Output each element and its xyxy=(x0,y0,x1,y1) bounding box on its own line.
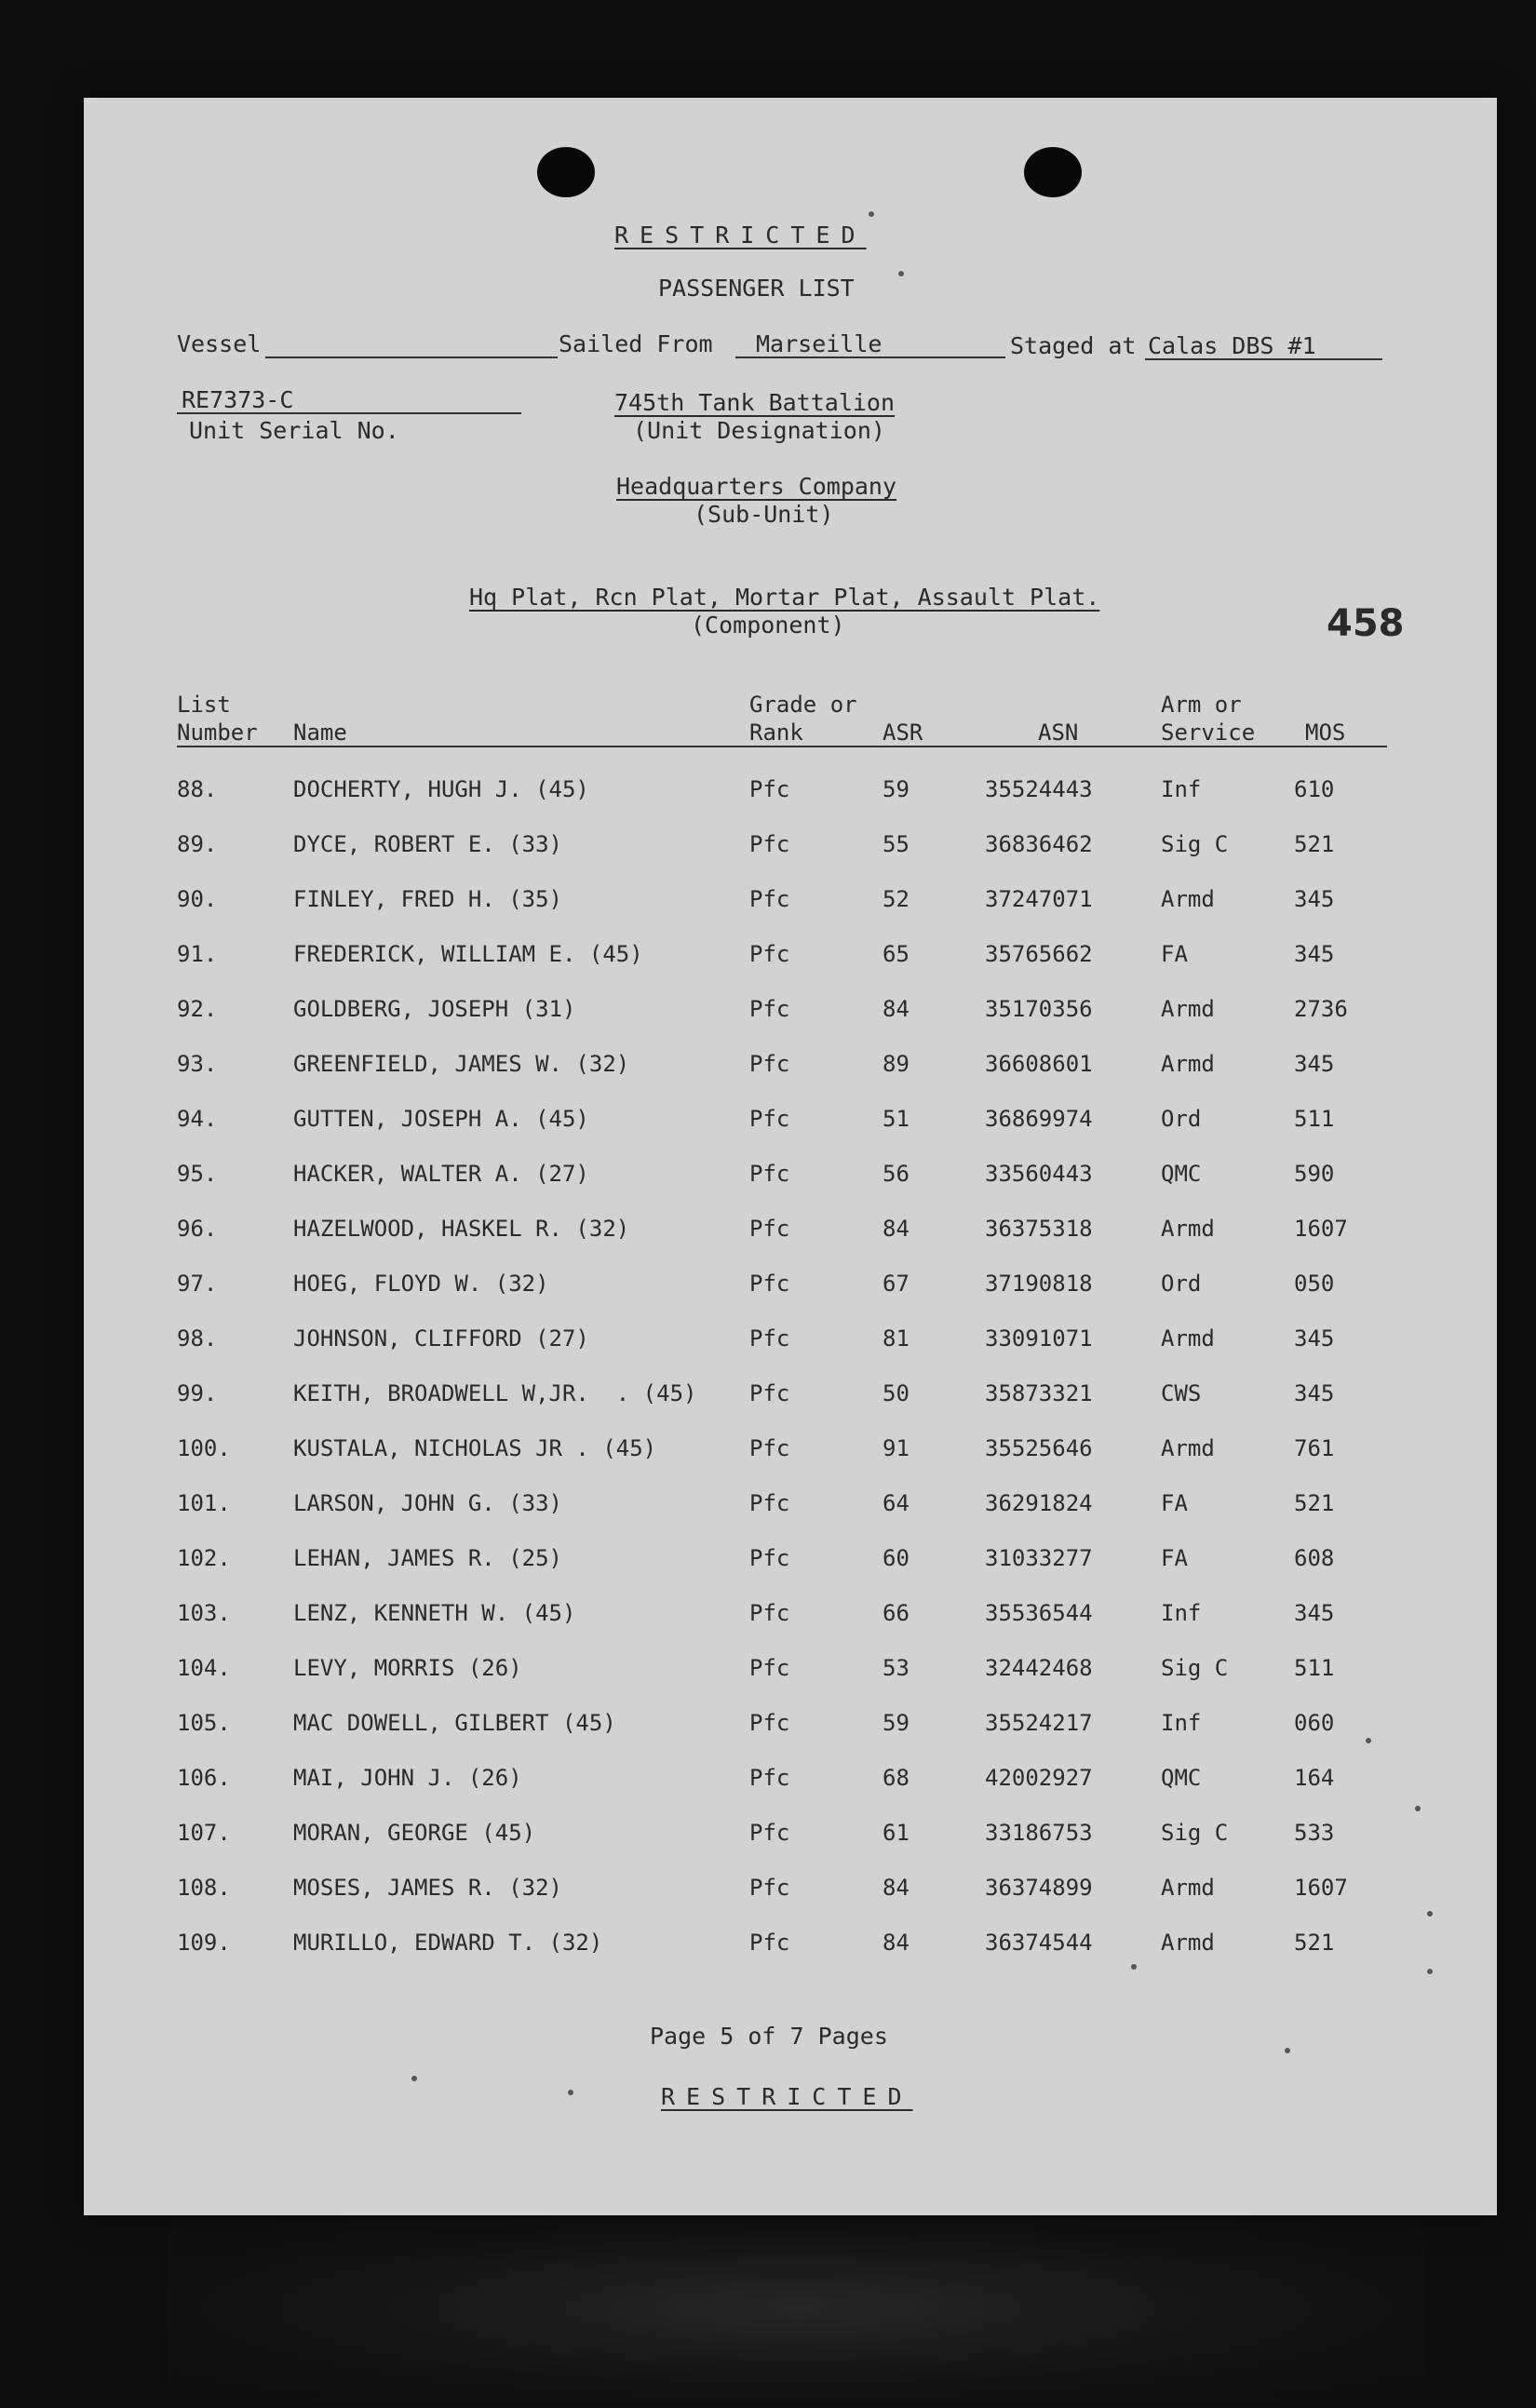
row-number: 90. xyxy=(177,886,218,912)
vessel-label: Vessel xyxy=(177,330,262,357)
row-name: DYCE, ROBERT E. (33) xyxy=(293,831,562,857)
row-asr: 55 xyxy=(883,831,909,857)
row-name: MOSES, JAMES R. (32) xyxy=(293,1875,562,1901)
row-name: KEITH, BROADWELL W,JR. . (45) xyxy=(293,1380,697,1406)
row-name: FINLEY, FRED H. (35) xyxy=(293,886,562,912)
punch-hole-right xyxy=(1024,147,1082,197)
header-rule xyxy=(177,746,1387,747)
speck xyxy=(1366,1738,1371,1743)
unit-serial-line xyxy=(177,412,521,414)
row-arm: Armd xyxy=(1161,1216,1215,1242)
row-arm: Armd xyxy=(1161,1435,1215,1461)
component-value: Hq Plat, Rcn Plat, Mortar Plat, Assault Plat. xyxy=(469,584,1100,611)
row-grade: Pfc xyxy=(749,1490,790,1516)
row-asn: 36375318 xyxy=(985,1216,1093,1242)
row-grade: Pfc xyxy=(749,996,790,1022)
row-grade: Pfc xyxy=(749,1765,790,1791)
component-label: (Component) xyxy=(691,612,845,639)
row-name: HAZELWOOD, HASKEL R. (32) xyxy=(293,1216,630,1242)
row-asn: 33091071 xyxy=(985,1325,1093,1352)
row-asn: 33560443 xyxy=(985,1161,1093,1187)
row-grade: Pfc xyxy=(749,1325,790,1352)
row-asr: 84 xyxy=(883,1216,909,1242)
row-asr: 91 xyxy=(883,1435,909,1461)
row-name: HOEG, FLOYD W. (32) xyxy=(293,1271,549,1297)
row-arm: Armd xyxy=(1161,1325,1215,1352)
row-name: MAI, JOHN J. (26) xyxy=(293,1765,522,1791)
row-grade: Pfc xyxy=(749,1600,790,1626)
speck xyxy=(1131,1964,1137,1970)
speck xyxy=(869,211,874,217)
row-asn: 36869974 xyxy=(985,1106,1093,1132)
speck xyxy=(1285,2048,1290,2053)
row-asn: 35524443 xyxy=(985,776,1093,802)
row-mos: 050 xyxy=(1294,1271,1335,1297)
row-asr: 84 xyxy=(883,1875,909,1901)
row-asr: 89 xyxy=(883,1051,909,1077)
row-name: HACKER, WALTER A. (27) xyxy=(293,1161,589,1187)
row-asn: 36374544 xyxy=(985,1930,1093,1956)
row-mos: 533 xyxy=(1294,1820,1335,1846)
row-number: 88. xyxy=(177,776,218,802)
vessel-field-line xyxy=(265,356,558,358)
row-asr: 59 xyxy=(883,1710,909,1736)
header-asr: ASR xyxy=(883,720,923,746)
row-number: 104. xyxy=(177,1655,231,1681)
row-mos: 521 xyxy=(1294,831,1335,857)
row-asr: 67 xyxy=(883,1271,909,1297)
page-stamp-number: 458 xyxy=(1327,602,1405,645)
row-arm: FA xyxy=(1161,1490,1188,1516)
row-grade: Pfc xyxy=(749,1161,790,1187)
row-asn: 35765662 xyxy=(985,941,1093,967)
header-name: Name xyxy=(293,720,347,746)
row-asr: 59 xyxy=(883,776,909,802)
row-number: 95. xyxy=(177,1161,218,1187)
row-number: 94. xyxy=(177,1106,218,1132)
row-asn: 35873321 xyxy=(985,1380,1093,1406)
row-arm: FA xyxy=(1161,941,1188,967)
row-arm: Inf xyxy=(1161,1600,1202,1626)
row-grade: Pfc xyxy=(749,1106,790,1132)
row-name: LEHAN, JAMES R. (25) xyxy=(293,1545,562,1571)
speck xyxy=(898,271,904,276)
row-mos: 521 xyxy=(1294,1930,1335,1956)
row-name: JOHNSON, CLIFFORD (27) xyxy=(293,1325,589,1352)
row-name: GREENFIELD, JAMES W. (32) xyxy=(293,1051,630,1077)
row-grade: Pfc xyxy=(749,1380,790,1406)
row-arm: Ord xyxy=(1161,1106,1202,1132)
film-shadow xyxy=(168,2215,1424,2401)
row-asr: 84 xyxy=(883,996,909,1022)
row-number: 99. xyxy=(177,1380,218,1406)
row-mos: 1607 xyxy=(1294,1875,1348,1901)
row-asr: 50 xyxy=(883,1380,909,1406)
row-grade: Pfc xyxy=(749,1930,790,1956)
speck xyxy=(411,2076,417,2081)
row-mos: 590 xyxy=(1294,1161,1335,1187)
row-asn: 36374899 xyxy=(985,1875,1093,1901)
row-mos: 521 xyxy=(1294,1490,1335,1516)
row-grade: Pfc xyxy=(749,886,790,912)
unit-serial-value: RE7373-C xyxy=(182,386,294,413)
document-page xyxy=(84,98,1497,2215)
row-number: 92. xyxy=(177,996,218,1022)
row-asr: 56 xyxy=(883,1161,909,1187)
row-number: 102. xyxy=(177,1545,231,1571)
row-asn: 42002927 xyxy=(985,1765,1093,1791)
row-asr: 84 xyxy=(883,1930,909,1956)
row-arm: QMC xyxy=(1161,1765,1202,1791)
speck xyxy=(568,2090,573,2095)
row-number: 106. xyxy=(177,1765,231,1791)
row-asn: 36836462 xyxy=(985,831,1093,857)
row-number: 91. xyxy=(177,941,218,967)
row-grade: Pfc xyxy=(749,1875,790,1901)
row-mos: 345 xyxy=(1294,1325,1335,1352)
row-asn: 37247071 xyxy=(985,886,1093,912)
row-asr: 64 xyxy=(883,1490,909,1516)
row-number: 93. xyxy=(177,1051,218,1077)
row-grade: Pfc xyxy=(749,1545,790,1571)
row-arm: Sig C xyxy=(1161,831,1229,857)
row-arm: Armd xyxy=(1161,1930,1215,1956)
row-name: MURILLO, EDWARD T. (32) xyxy=(293,1930,603,1956)
row-arm: Sig C xyxy=(1161,1820,1229,1846)
row-grade: Pfc xyxy=(749,1271,790,1297)
row-asr: 68 xyxy=(883,1765,909,1791)
row-arm: QMC xyxy=(1161,1161,1202,1187)
punch-hole-left xyxy=(537,147,595,197)
row-arm: Armd xyxy=(1161,1051,1215,1077)
row-name: FREDERICK, WILLIAM E. (45) xyxy=(293,941,643,967)
row-asr: 81 xyxy=(883,1325,909,1352)
row-grade: Pfc xyxy=(749,1216,790,1242)
classification-top: RESTRICTED xyxy=(614,222,867,249)
row-mos: 608 xyxy=(1294,1545,1335,1571)
row-mos: 164 xyxy=(1294,1765,1335,1791)
sub-unit-label: (Sub-Unit) xyxy=(694,501,834,528)
speck xyxy=(1427,1911,1433,1917)
row-asn: 32442468 xyxy=(985,1655,1093,1681)
sailed-from-label: Sailed From xyxy=(559,330,713,357)
row-number: 96. xyxy=(177,1216,218,1242)
row-asr: 66 xyxy=(883,1600,909,1626)
row-arm: Armd xyxy=(1161,996,1215,1022)
row-asr: 51 xyxy=(883,1106,909,1132)
row-asn: 35536544 xyxy=(985,1600,1093,1626)
row-arm: Armd xyxy=(1161,886,1215,912)
row-name: LARSON, JOHN G. (33) xyxy=(293,1490,562,1516)
row-arm: Ord xyxy=(1161,1271,1202,1297)
row-asn: 35170356 xyxy=(985,996,1093,1022)
unit-designation-value: 745th Tank Battalion xyxy=(614,389,896,416)
row-arm: FA xyxy=(1161,1545,1188,1571)
row-arm: Inf xyxy=(1161,776,1202,802)
row-arm: CWS xyxy=(1161,1380,1202,1406)
row-number: 98. xyxy=(177,1325,218,1352)
staged-at-label: Staged at xyxy=(1010,332,1137,359)
header-number: Number xyxy=(177,720,258,746)
classification-bottom: RESTRICTED xyxy=(661,2083,913,2110)
row-number: 100. xyxy=(177,1435,231,1461)
speck xyxy=(1427,1969,1433,1974)
row-number: 105. xyxy=(177,1710,231,1736)
row-mos: 1607 xyxy=(1294,1216,1348,1242)
row-arm: Inf xyxy=(1161,1710,1202,1736)
row-grade: Pfc xyxy=(749,941,790,967)
row-name: GUTTEN, JOSEPH A. (45) xyxy=(293,1106,589,1132)
row-mos: 345 xyxy=(1294,1600,1335,1626)
row-mos: 345 xyxy=(1294,1380,1335,1406)
row-mos: 511 xyxy=(1294,1106,1335,1132)
unit-serial-label: Unit Serial No. xyxy=(189,417,399,444)
row-mos: 345 xyxy=(1294,941,1335,967)
row-name: MAC DOWELL, GILBERT (45) xyxy=(293,1710,616,1736)
row-number: 109. xyxy=(177,1930,231,1956)
row-name: DOCHERTY, HUGH J. (45) xyxy=(293,776,589,802)
header-service: Service xyxy=(1161,720,1256,746)
row-grade: Pfc xyxy=(749,776,790,802)
footer-page-count: Page 5 of 7 Pages xyxy=(650,2023,888,2050)
row-number: 107. xyxy=(177,1820,231,1846)
row-number: 108. xyxy=(177,1875,231,1901)
row-grade: Pfc xyxy=(749,1710,790,1736)
row-mos: 610 xyxy=(1294,776,1335,802)
row-arm: Sig C xyxy=(1161,1655,1229,1681)
row-grade: Pfc xyxy=(749,1435,790,1461)
row-asr: 65 xyxy=(883,941,909,967)
header-list: List xyxy=(177,692,231,718)
header-asn: ASN xyxy=(1038,720,1079,746)
sailed-from-value: Marseille xyxy=(756,330,883,357)
row-number: 101. xyxy=(177,1490,231,1516)
header-arm: Arm or xyxy=(1161,692,1242,718)
row-number: 97. xyxy=(177,1271,218,1297)
row-asn: 31033277 xyxy=(985,1545,1093,1571)
row-asr: 61 xyxy=(883,1820,909,1846)
row-asr: 52 xyxy=(883,886,909,912)
row-asn: 36291824 xyxy=(985,1490,1093,1516)
row-grade: Pfc xyxy=(749,1655,790,1681)
speck xyxy=(1415,1806,1421,1811)
header-mos: MOS xyxy=(1305,720,1346,746)
sub-unit-value: Headquarters Company xyxy=(616,473,897,500)
row-arm: Armd xyxy=(1161,1875,1215,1901)
row-name: KUSTALA, NICHOLAS JR . (45) xyxy=(293,1435,657,1461)
row-grade: Pfc xyxy=(749,1820,790,1846)
row-name: LEVY, MORRIS (26) xyxy=(293,1655,522,1681)
row-mos: 345 xyxy=(1294,886,1335,912)
row-asn: 37190818 xyxy=(985,1271,1093,1297)
header-grade: Grade or xyxy=(749,692,857,718)
row-mos: 511 xyxy=(1294,1655,1335,1681)
unit-designation-label: (Unit Designation) xyxy=(633,417,885,444)
header-rank: Rank xyxy=(749,720,803,746)
row-name: LENZ, KENNETH W. (45) xyxy=(293,1600,576,1626)
row-mos: 060 xyxy=(1294,1710,1335,1736)
row-mos: 345 xyxy=(1294,1051,1335,1077)
row-asr: 53 xyxy=(883,1655,909,1681)
row-mos: 2736 xyxy=(1294,996,1348,1022)
row-name: MORAN, GEORGE (45) xyxy=(293,1820,536,1846)
row-asn: 35525646 xyxy=(985,1435,1093,1461)
row-name: GOLDBERG, JOSEPH (31) xyxy=(293,996,576,1022)
row-number: 89. xyxy=(177,831,218,857)
row-grade: Pfc xyxy=(749,831,790,857)
row-grade: Pfc xyxy=(749,1051,790,1077)
document-title: PASSENGER LIST xyxy=(658,275,855,302)
row-mos: 761 xyxy=(1294,1435,1335,1461)
row-asn: 36608601 xyxy=(985,1051,1093,1077)
row-number: 103. xyxy=(177,1600,231,1626)
row-asn: 35524217 xyxy=(985,1710,1093,1736)
staged-at-value: Calas DBS #1 xyxy=(1148,332,1316,359)
row-asn: 33186753 xyxy=(985,1820,1093,1846)
row-asr: 60 xyxy=(883,1545,909,1571)
